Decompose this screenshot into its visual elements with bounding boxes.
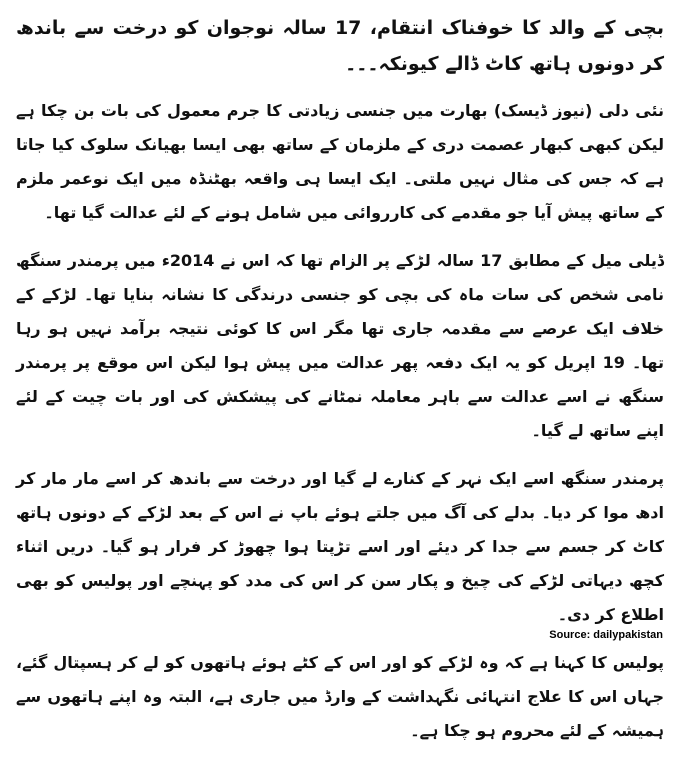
- article-paragraph: پولیس کا کہنا ہے کہ وہ لڑکے کو اور اس کے کٹے ہوئے ہاتھوں کو لے کر ہسپتال گئے، جہاں اس کا علاج انتہائی نگہداشت کے وارڈ میں جاری ہے، البتہ وہ اپنے ہاتھوں سے ہمیشہ کے لئے محروم ہو چکا ہے۔: [16, 653, 664, 740]
- article-paragraph: ڈیلی میل کے مطابق 17 سالہ لڑکے پر الزام تھا کہ اس نے 2014ء میں پرمندر سنگھ نامی شخص کی سات ماہ کی بچی کو جنسی درندگی کا نشانہ بنایا تھا۔ لڑکے کے خلاف ایک عرصے سے مقدمہ جاری تھا مگر اس کا کوئی نتیجہ برآمد نہیں ہو رہا تھا۔ 19 اپریل کو یہ ایک دفعہ پھر عدالت میں پیش ہوا لیکن اس موقع پر پرمندر سنگھ نے اسے عدالت سے باہر معاملہ نمٹانے کی پیشکش کی اور بات چیت کے لئے اپنے ساتھ لے گیا۔: [16, 251, 664, 440]
- article-paragraph: نئی دلی (نیوز ڈیسک) بھارت میں جنسی زیادتی کا جرم معمول کی بات بن چکا ہے لیکن کبھی کبھار عصمت دری کے ملزمان کے ساتھ بھی ایسا بھیانک سلوک کیا جاتا ہے کہ جس کی مثال نہیں ملتی۔ ایک ایسا ہی واقعہ بھٹنڈہ میں ایک نوعمر ملزم کے ساتھ پیش آیا جو مقدمے کی کارروائی میں شامل ہونے کے لئے عدالت گیا تھا۔: [16, 101, 664, 222]
- source-credit: Source: dailypakistan: [549, 629, 663, 641]
- article-headline: بچی کے والد کا خوفناک انتقام، 17 سالہ نوجوان کو درخت سے باندھ کر دونوں ہاتھ کاٹ ڈالے کیونکہ۔۔۔: [16, 17, 664, 75]
- article-paragraph: پرمندر سنگھ اسے ایک نہر کے کنارے لے گیا اور درخت سے باندھ کر اسے مار مار کر ادھ موا کر دیا۔ بدلے کی آگ میں جلتے ہوئے باپ نے اس کے بعد لڑکے کے دونوں ہاتھ کاٹ کر جسم سے جدا کر دیئے اور اسے تڑپتا ہوا چھوڑ کر فرار ہو گیا۔ دریں اثناء کچھ دیہاتی لڑکے کی چیخ و پکار سن کر اس کی مدد کو پہنچے اور پولیس کو بھی اطلاع کر دی۔: [16, 469, 664, 624]
- article-body: [16, 10, 664, 762]
